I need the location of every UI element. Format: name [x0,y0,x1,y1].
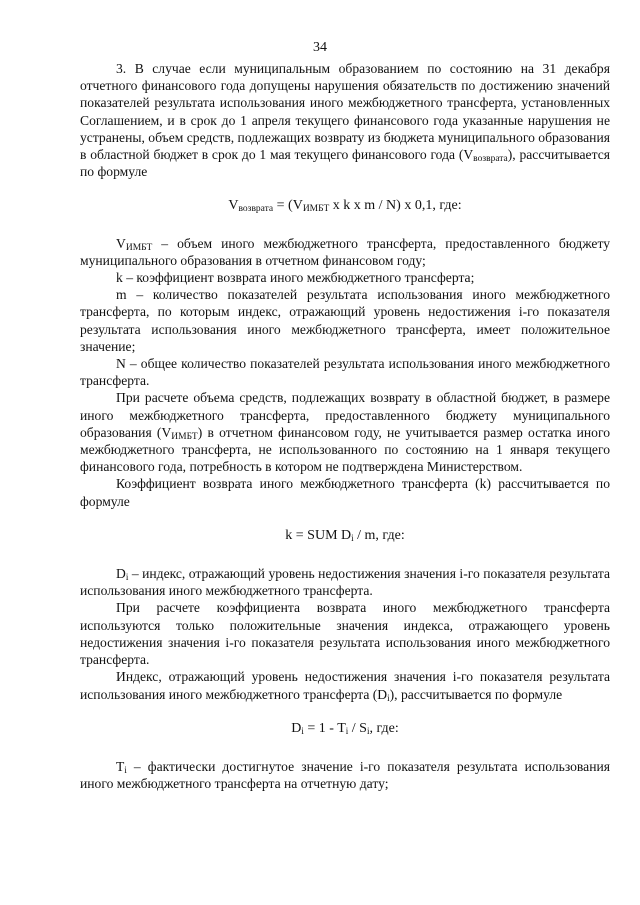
subscript: i [366,725,370,736]
var: V [116,235,126,251]
subscript: i [125,572,129,583]
formula-index [80,720,610,737]
subscript: i [387,692,390,703]
definition-m: m – количество показателей результата использования иного межбюджетного трансферта, по которым индекс, отражающий уровень недостижения i-го показателя результата использования иного межбюджетного трансферта, имеет положительное значение; [80,287,610,354]
formula-part: k = SUM D [285,527,352,543]
text: 3. В случае если муниципальным образованием по состоянию на 31 декабря отчетного финансового года допущены нарушения обязательств по достижению значений показателей результата использования иного межбюджетного трансферта, установленных Соглашением, и в срок до 1 апреля текущего финансового года указанные нарушения не устранены, объем средств, подлежащих возврату из бюджета муниципального образования в областной бюджет в срок до 1 мая текущего финансового года (V [80,61,610,163]
subscript: i [301,725,304,736]
formula-part: = (V [273,198,303,214]
formula-var: V [228,198,239,214]
text: – объем иного межбюджетного трансферта, предоставленного бюджету муниципального образования в отчетном финансовом году; [80,235,610,268]
text: ), рассчитывается по формуле [389,686,563,702]
definition-ti [80,758,610,792]
definition-di [80,565,610,599]
text: – фактически достигнутое значение i-го показателя результата использования иного межбюджетного трансферта на отчетную дату; [80,758,610,792]
formula-part: , где: [369,720,399,736]
text: ) в отчетном финансовом году, не учитывается размер остатка иного межбюджетного трансферта, не использованного по состоянию на 1 января текущего финансового года, потребность в котором не подтверждена Министерством. [80,424,610,475]
paragraph-calculation [80,389,610,475]
subscript: ИМБТ [302,204,330,215]
formula-return-volume [80,197,610,214]
subscript: i [345,725,349,736]
subscript: i [124,764,127,775]
text: Индекс, отражающий уровень недостижения значения i-го показателя результата использования иного межбюджетного трансферта (D [80,669,610,702]
definition-n: N – общее количество показателей результата использования иного межбюджетного трансферта. [80,356,610,389]
var: T [116,758,125,774]
var: D [116,566,126,582]
page-number: 34 [313,40,327,55]
subscript: возврата [473,154,508,165]
paragraph-index [80,668,610,702]
definition-k: k – коэффициент возврата иного межбюджетного трансферта; [116,270,475,286]
paragraph-coefficient: Коэффициент возврата иного межбюджетного трансферта (k) рассчитывается по формуле [80,476,610,509]
formula-part: = 1 - T [303,720,346,736]
formula-part: / m, где: [353,527,405,543]
definition-vimbt [80,235,610,269]
formula-coefficient [80,527,610,544]
text: ), рассчитывается по формуле [80,147,610,180]
subscript: ИМБТ [125,242,153,253]
subscript: i [351,532,354,543]
subscript: возврата [238,204,274,215]
subscript: ИМБТ [171,431,198,442]
formula-part: x k x m / N) x 0,1, где: [329,198,462,214]
formula-part: / S [348,720,367,736]
text: При расчете объема средств, подлежащих возврату в областной бюджет, в размере иного межбюджетного трансферта, предоставленного бюджету муниципального образования (V [80,390,610,440]
paragraph-positive-values: При расчете коэффициента возврата иного межбюджетного трансферта используются только положительные значения индекса, отражающего уровень недостижения значения i-го показателя результата использования иного межбюджетного трансферта. [80,600,610,668]
text: – индекс, отражающий уровень недостижения значения i-го показателя результата использования иного межбюджетного трансферта. [80,566,610,599]
formula-part: D [291,720,302,736]
document-body [80,60,610,792]
paragraph-return-condition [80,60,610,180]
